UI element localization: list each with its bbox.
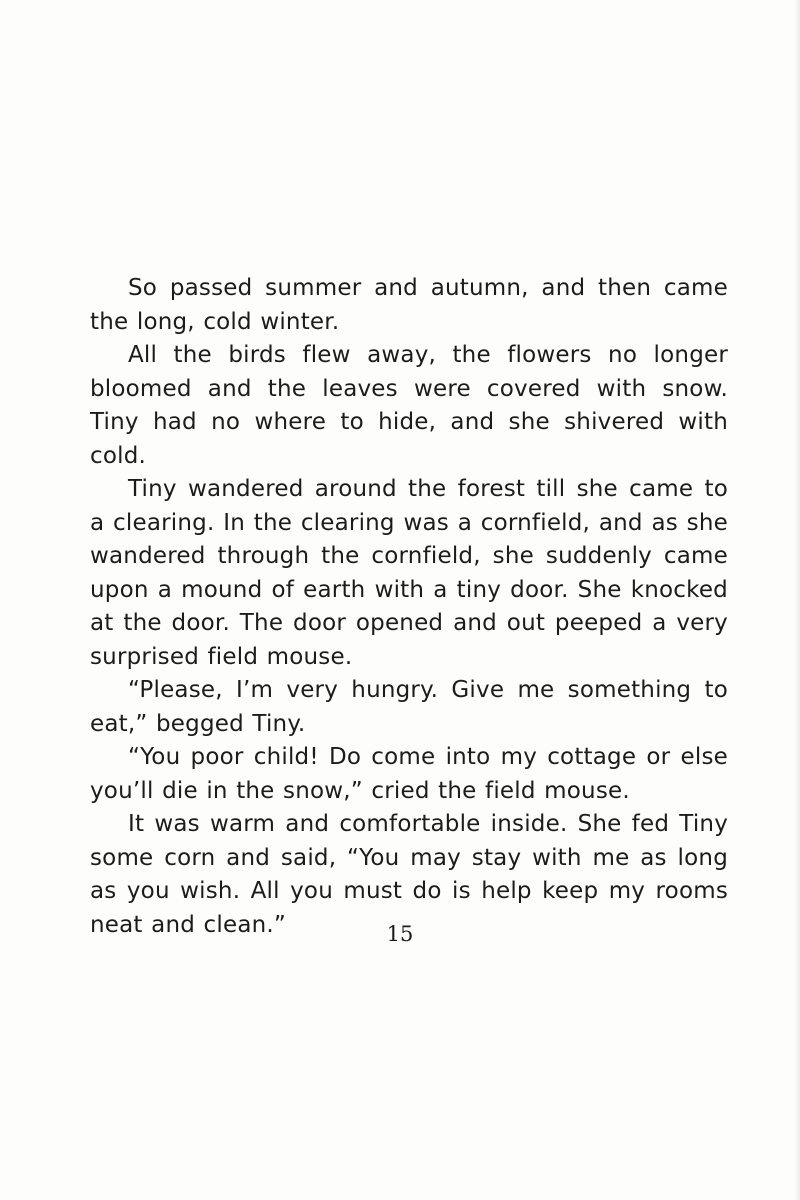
paragraph: “Please, I’m very hungry. Give me something to eat,” begged Tiny.: [90, 677, 728, 737]
paragraph: It was warm and comfortable inside. She fed Tiny some corn and said, “You may stay with me as long as you wish. All you must do is help keep my rooms neat and clean.”: [90, 811, 728, 938]
paragraph: All the birds flew away, the flowers no longer bloomed and the leaves were covered with snow. Tiny had no where to hide, and she shivered with cold.: [90, 342, 728, 469]
story-text: [90, 272, 728, 942]
paragraph: So passed summer and autumn, and then came the long, cold winter.: [90, 275, 728, 335]
page-number: 15: [386, 922, 414, 946]
paragraph: “You poor child! Do come into my cottage or else you’ll die in the snow,” cried the field mouse.: [90, 744, 728, 804]
page-edge-shadow: [794, 0, 800, 1200]
paragraph: Tiny wandered around the forest till she came to a clearing. In the clearing was a cornfield, and as she wandered through the cornfield, she suddenly came upon a mound of earth with a tiny door. She knocked at the door. The door opened and out peeped a very surprised field mouse.: [90, 476, 728, 670]
